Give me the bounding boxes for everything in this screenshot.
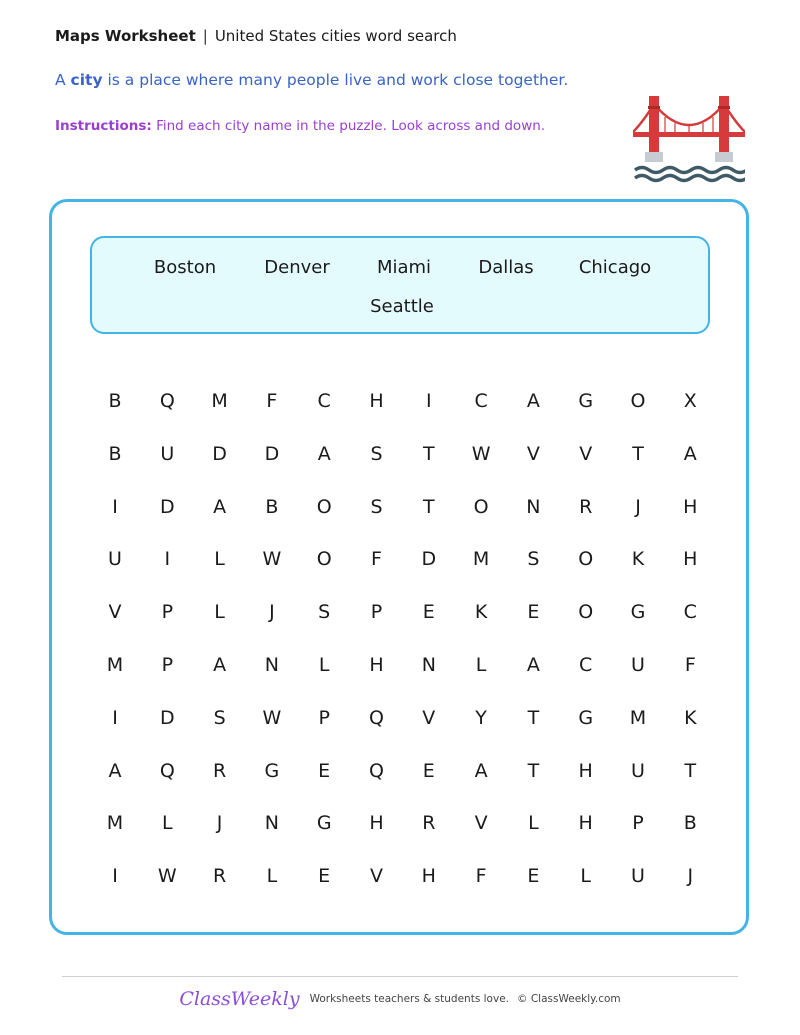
grid-letter[interactable]: A [683,442,697,465]
grid-letter[interactable]: M [472,548,490,571]
grid-letter[interactable]: N [421,654,436,676]
grid-letter[interactable]: Q [369,706,384,729]
grid-letter[interactable]: Y [475,706,487,729]
golden-gate-bridge-icon [633,94,745,184]
grid-letter[interactable]: J [687,865,694,888]
grid-letter[interactable]: R [212,865,227,888]
grid-letter[interactable]: D [212,442,227,465]
grid-letter[interactable]: F [266,390,278,412]
grid-letter[interactable]: E [318,865,331,888]
grid-letter[interactable]: M [106,812,124,835]
grid-letter[interactable]: U [160,442,175,465]
worksheet-header [55,27,457,45]
grid-letter[interactable]: K [474,601,488,624]
grid-letter[interactable]: L [162,812,173,835]
grid-letter[interactable]: I [164,548,171,571]
worksheet-title: Maps Worksheet [55,27,196,45]
grid-letter[interactable]: D [159,706,175,729]
grid-letter[interactable]: H [578,812,593,835]
grid-letter[interactable]: A [474,759,488,782]
grid-letter[interactable]: W [262,706,282,729]
city-definition [55,71,568,89]
word-bank-item: Miami [376,257,432,278]
grid-letter[interactable]: R [422,812,436,835]
word-bank [90,236,710,334]
grid-letter[interactable]: L [528,812,539,835]
grid-letter[interactable]: A [317,442,331,465]
grid-letter[interactable]: K [631,548,645,571]
grid-letter[interactable]: U [631,759,645,782]
grid-letter[interactable]: I [425,390,432,412]
grid-letter[interactable]: I [112,706,118,729]
footer [0,988,800,1010]
grid-letter[interactable]: V [579,442,593,465]
grid-letter[interactable]: G [316,812,332,835]
footer-divider [62,976,738,977]
grid-letter[interactable]: I [112,495,118,518]
word-bank-item: Boston [153,257,217,278]
grid-letter[interactable]: S [213,706,226,729]
grid-letter[interactable]: U [108,548,122,571]
footer-tagline: Worksheets teachers & students love. [309,993,509,1005]
classweekly-logo: ClassWeekly [179,988,300,1010]
grid-letter[interactable]: O [630,390,646,412]
grid-letter[interactable]: X [683,390,697,412]
grid-letter[interactable]: C [579,654,593,676]
grid-letter[interactable]: A [213,654,227,676]
grid-letter[interactable]: N [526,495,541,518]
grid-letter[interactable]: H [369,812,384,835]
grid-letter[interactable]: D [159,495,175,518]
grid-letter[interactable]: A [526,654,540,676]
grid-letter[interactable]: P [161,601,174,624]
grid-letter[interactable]: P [161,654,174,676]
grid-letter[interactable]: L [318,654,330,676]
grid-letter[interactable]: C [317,390,331,412]
grid-letter[interactable]: E [527,601,540,624]
grid-letter[interactable]: E [527,865,540,888]
grid-letter[interactable]: H [683,548,698,571]
grid-letter[interactable]: E [318,759,331,782]
grid-letter[interactable]: T [527,706,540,729]
grid-letter[interactable]: T [684,759,697,782]
grid-letter[interactable]: Q [159,390,175,412]
grid-letter[interactable]: L [214,601,225,624]
definition-keyword: city [70,71,103,89]
grid-letter[interactable]: S [370,495,383,518]
grid-letter[interactable]: U [631,865,645,888]
definition-text: is a place where many people live and work close together. [107,71,569,89]
grid-letter[interactable]: B [108,390,122,412]
word-bank-item: Dallas [478,257,534,278]
grid-letter[interactable]: S [527,548,540,571]
grid-letter[interactable]: A [108,759,122,782]
grid-letter[interactable]: F [475,865,487,888]
grid-letter[interactable]: D [264,442,280,465]
grid-letter[interactable]: H [578,759,593,782]
grid-letter[interactable]: H [369,654,384,676]
grid-letter[interactable]: P [318,706,330,729]
grid-letter[interactable]: S [318,601,331,624]
grid-letter[interactable]: M [211,390,228,412]
grid-letter[interactable]: L [580,865,591,888]
grid-letter[interactable]: G [578,390,594,412]
grid-letter[interactable]: T [527,759,540,782]
grid-letter[interactable]: A [213,495,227,518]
grid-letter[interactable]: V [526,442,540,465]
grid-letter[interactable]: B [683,812,697,835]
word-bank-item: Seattle [370,296,434,317]
grid-letter[interactable]: Q [159,759,175,782]
grid-letter[interactable]: W [262,548,282,571]
header-separator: | [202,27,208,45]
grid-letter[interactable]: T [422,495,435,518]
grid-letter[interactable]: D [421,548,437,571]
grid-letter[interactable]: L [475,654,487,676]
grid-letter[interactable]: B [265,495,279,518]
grid-letter[interactable]: I [112,865,118,888]
instructions-label: Instructions: [55,118,152,134]
footer-copyright: © ClassWeekly.com [517,993,621,1005]
grid-letter[interactable]: L [266,865,278,888]
worksheet-subtitle: United States cities word search [214,27,457,45]
grid-letter[interactable]: L [214,548,225,571]
grid-letter[interactable]: J [269,601,275,624]
grid-letter[interactable]: R [579,495,593,518]
grid-letter[interactable]: Q [369,759,384,782]
grid-letter[interactable]: C [683,601,697,624]
grid-letter[interactable]: O [578,548,594,571]
instructions-text: Find each city name in the puzzle. Look across and down. [156,118,546,134]
grid-letter[interactable]: T [632,442,644,465]
grid-letter[interactable]: O [316,495,332,518]
definition-prefix: A [55,71,66,89]
grid-letter[interactable]: R [212,759,227,782]
grid-letter[interactable]: J [635,495,641,518]
word-bank-item: Chicago [578,257,652,278]
grid-letter[interactable]: B [108,442,122,465]
grid-letter[interactable]: H [683,495,698,518]
grid-letter[interactable]: O [473,495,489,518]
instructions [55,118,545,134]
grid-letter[interactable]: U [631,654,645,676]
grid-letter[interactable]: G [264,759,280,782]
grid-letter[interactable]: M [629,706,647,729]
grid-letter[interactable]: O [316,548,332,571]
grid-letter[interactable]: P [632,812,644,835]
word-bank-item: Denver [264,257,330,278]
grid-letter[interactable]: E [422,759,435,782]
grid-letter[interactable]: W [471,442,491,465]
grid-letter[interactable]: O [578,601,594,624]
grid-letter[interactable]: A [526,390,540,412]
grid-letter[interactable]: V [108,601,122,624]
grid-letter[interactable]: V [474,812,488,835]
grid-letter[interactable]: H [369,390,384,412]
grid-letter[interactable]: V [370,865,383,888]
grid-letter[interactable]: S [370,442,383,465]
grid-letter[interactable]: H [421,865,436,888]
grid-letter[interactable]: J [216,812,223,835]
grid-letter[interactable]: K [684,706,697,729]
grid-letter[interactable]: P [370,601,383,624]
grid-letter[interactable]: N [264,812,279,835]
grid-letter[interactable]: F [371,548,382,571]
grid-letter[interactable]: T [422,442,435,465]
grid-letter[interactable]: C [474,390,488,412]
grid-letter[interactable]: F [684,654,696,676]
grid-letter[interactable]: G [630,601,646,624]
grid-letter[interactable]: G [578,706,594,729]
grid-letter[interactable]: W [157,865,177,888]
grid-letter[interactable]: V [422,706,436,729]
grid-letter[interactable]: E [422,601,435,624]
grid-letter[interactable]: N [264,654,279,676]
grid-letter[interactable]: M [106,654,124,676]
